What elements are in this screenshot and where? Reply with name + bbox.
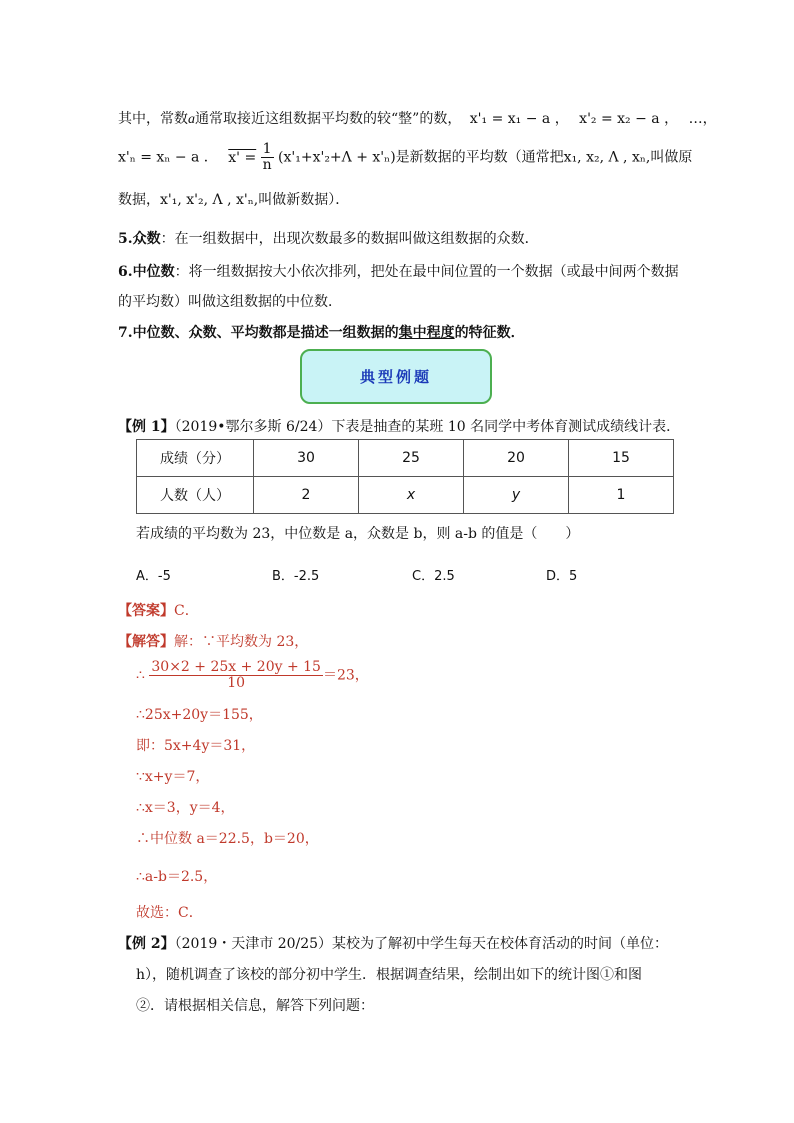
option-b: B．-2.5 — [272, 569, 320, 584]
solution-fraction-line: ∴ $\frac{30\times 2 + 25x + 20y + 15}{10}$ ＝23， — [136, 659, 369, 691]
score-table — [136, 439, 674, 514]
table-cell: 人数（人） — [137, 477, 254, 514]
example-1-heading: 【例 1】（2019•鄂尔多斯 6/24）下表是抽查的某班 10 名同学中考体育测试成绩线计表． — [118, 419, 681, 435]
table-cell: 成绩（分） — [137, 440, 254, 477]
table-cell: 25 — [359, 440, 464, 477]
table-row — [137, 477, 674, 514]
solution-step: ∴25x+20y＝155， — [136, 707, 263, 723]
solution-step: ∵x+y＝7， — [136, 769, 210, 785]
formula-x2: x'₂ = x₂ − a ， — [579, 111, 679, 127]
definition-mode: 5.众数：在一组数据中，出现次数最多的数据叫做这组数据的众数． — [118, 231, 539, 247]
example-2-line-2: h），随机调查了该校的部分初中学生．根据调查结果，绘制出如下的统计图①和图 — [136, 967, 643, 983]
formula-xn: x'ₙ = xₙ − a ． — [118, 149, 218, 166]
table-cell: 2 — [254, 477, 359, 514]
option-c: C．2.5 — [412, 569, 455, 584]
example-1-question: 若成绩的平均数为 23，中位数是 a，众数是 b，则 a-b 的值是（ ） — [136, 526, 580, 542]
solution-step: 即：5x+4y＝31， — [136, 738, 256, 754]
table-cell: y — [464, 477, 569, 514]
answer-line: 【答案】C． — [118, 603, 199, 619]
table-cell: x — [359, 477, 464, 514]
definition-median-line-1: 6.中位数：将一组数据按大小依次排列，把处在最中间位置的一个数据（或最中间两个数据 — [118, 264, 679, 280]
solution-step: ∴a-b＝2.5， — [136, 869, 218, 885]
solution-fraction: $\frac{30\times 2 + 25x + 20y + 15}{10}$ — [151, 659, 321, 691]
table-cell: 20 — [464, 440, 569, 477]
table-cell: 1 — [569, 477, 674, 514]
para-line-2: x'ₙ = xₙ − a ． x' = $\frac{1}{n}$ (x'₁+x'₂+Λ + x'ₙ)是新数据的平均数（通常把x₁, x₂, Λ , xₙ,叫做原 — [118, 141, 693, 173]
option-d: D．5 — [546, 569, 578, 584]
solution-step: ∴x＝3，y＝4， — [136, 800, 235, 816]
definition-central-tendency: 7.中位数、众数、平均数都是描述一组数据的集中程度的特征数． — [118, 325, 525, 341]
para-line-3: 数据，x'₁, x'₂, Λ , x'ₙ,叫做新数据）． — [118, 192, 350, 208]
solution-line-1: 【解答】解：∵平均数为 23， — [118, 634, 309, 650]
example-2-line-3: ②．请根据相关信息，解答下列问题： — [136, 998, 374, 1014]
para-line-1: 其中，常数a通常取接近这组数据平均数的较“整”的数， x'₁ = x₁ − a ， x'₂ = x₂ − a ， …， — [118, 111, 717, 127]
solution-step: 故选：C． — [136, 905, 203, 921]
table-cell: 30 — [254, 440, 359, 477]
option-a: A．-5 — [136, 569, 171, 584]
solution-step: ∴中位数 a＝22.5，b＝20， — [136, 831, 319, 847]
definition-median-line-2: 的平均数）叫做这组数据的中位数． — [118, 294, 342, 310]
section-banner: 典型例题 — [300, 349, 492, 404]
example-2-line-1: 【例 2】（2019・天津市 20/25）某校为了解初中学生每天在校体育活动的时间（单位： — [118, 936, 669, 952]
formula-x1: x'₁ = x₁ − a ， — [469, 111, 569, 127]
fraction-1-over-n: $\frac{1}{n}$ — [262, 141, 272, 173]
formula-mean: x' = — [228, 149, 257, 166]
table-cell: 15 — [569, 440, 674, 477]
table-row — [137, 440, 674, 477]
